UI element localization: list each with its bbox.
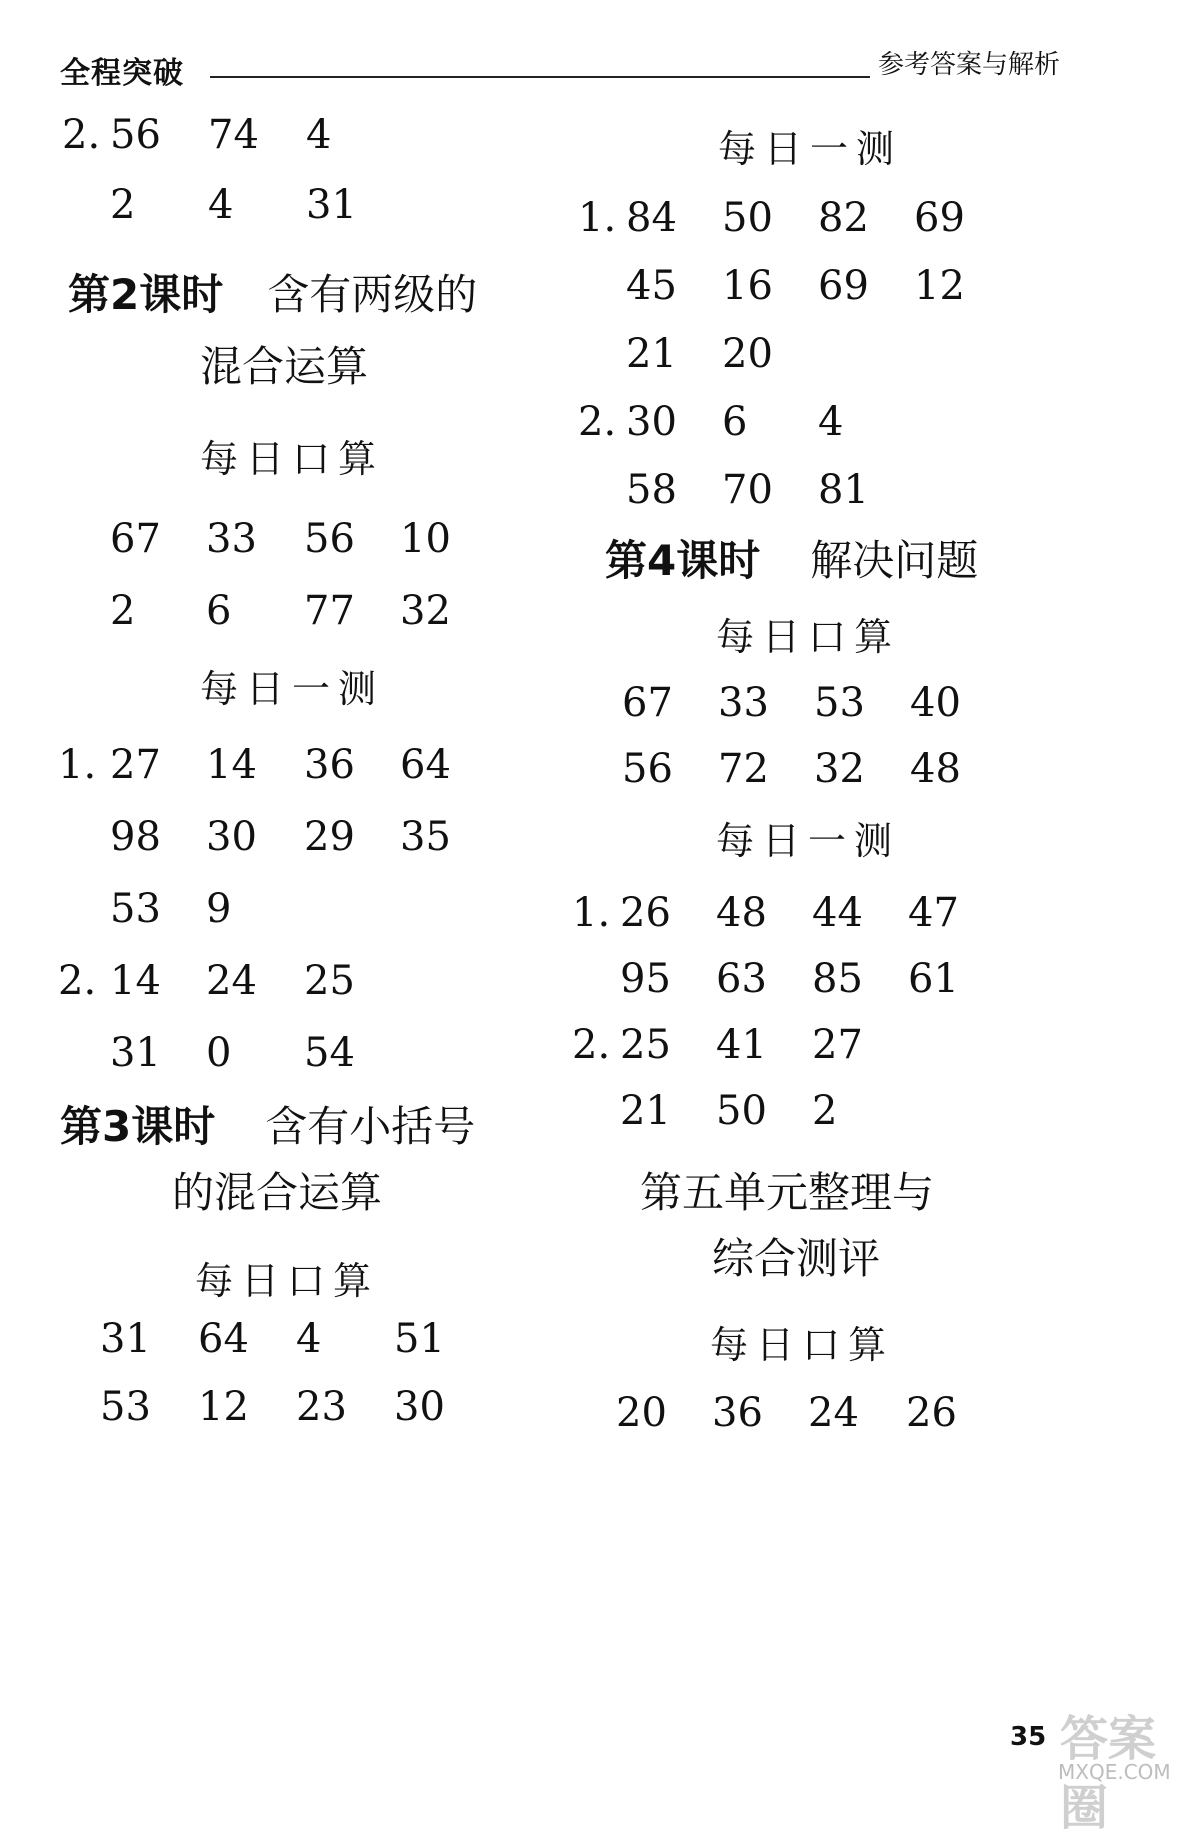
answer-value: 64 bbox=[198, 1316, 249, 1362]
answer-value: 9 bbox=[206, 886, 232, 932]
answer-value: 2 bbox=[110, 588, 136, 634]
answer-value: 20 bbox=[616, 1390, 667, 1436]
section-label: 每日口算 bbox=[710, 1323, 895, 1367]
question-number: 1. bbox=[572, 890, 611, 936]
lesson-name: 含有小括号 bbox=[265, 1102, 476, 1151]
answer-value: 2 bbox=[110, 182, 136, 228]
answer-value: 21 bbox=[626, 331, 677, 377]
answer-row bbox=[0, 746, 1181, 816]
answer-value: 51 bbox=[394, 1316, 445, 1362]
answer-value: 12 bbox=[198, 1384, 249, 1430]
lesson-name: 含有两级的 bbox=[267, 270, 478, 319]
lesson-name: 解决问题 bbox=[810, 536, 979, 585]
lesson-title-line: 混合运算 bbox=[200, 342, 369, 391]
answer-value: 27 bbox=[110, 742, 161, 788]
answer-value: 12 bbox=[914, 263, 965, 309]
answer-value: 72 bbox=[718, 746, 769, 792]
lesson-number: 第3课时 bbox=[60, 1102, 216, 1151]
question-number: 2. bbox=[62, 112, 101, 158]
lesson-title-line: 第五单元整理与 bbox=[640, 1168, 935, 1217]
page-number: 35 bbox=[1010, 1722, 1047, 1752]
answer-value: 56 bbox=[110, 112, 161, 158]
answer-value: 53 bbox=[110, 886, 161, 932]
answer-value: 74 bbox=[208, 112, 259, 158]
answer-value: 30 bbox=[206, 814, 257, 860]
answer-value: 24 bbox=[206, 958, 257, 1004]
answer-value: 36 bbox=[304, 742, 355, 788]
lesson-number: 第2课时 bbox=[68, 270, 224, 319]
book-logo: 全程突破 bbox=[60, 56, 184, 91]
answer-value: 30 bbox=[394, 1384, 445, 1430]
answer-value: 56 bbox=[304, 516, 355, 562]
answer-value: 41 bbox=[716, 1022, 767, 1068]
answer-value: 33 bbox=[718, 680, 769, 726]
answer-value: 70 bbox=[722, 467, 773, 513]
question-number: 2. bbox=[578, 399, 617, 445]
answer-value: 26 bbox=[620, 890, 671, 936]
answer-value: 0 bbox=[206, 1030, 232, 1076]
answer-value: 95 bbox=[620, 956, 671, 1002]
answer-value: 2 bbox=[812, 1088, 838, 1134]
answer-value: 35 bbox=[400, 814, 451, 860]
answer-value: 33 bbox=[206, 516, 257, 562]
answer-value: 61 bbox=[908, 956, 959, 1002]
answer-value: 50 bbox=[722, 195, 773, 241]
answer-value: 4 bbox=[306, 112, 332, 158]
section-label: 每日一测 bbox=[718, 127, 903, 171]
answer-value: 14 bbox=[110, 958, 161, 1004]
answer-value: 32 bbox=[814, 746, 865, 792]
answer-value: 20 bbox=[722, 331, 773, 377]
answer-row bbox=[0, 890, 1181, 960]
answer-row bbox=[0, 263, 1181, 333]
answer-value: 50 bbox=[716, 1088, 767, 1134]
answer-value: 14 bbox=[206, 742, 257, 788]
answer-value: 67 bbox=[110, 516, 161, 562]
answer-value: 63 bbox=[716, 956, 767, 1002]
answer-value: 69 bbox=[914, 195, 965, 241]
answer-value: 36 bbox=[712, 1390, 763, 1436]
lesson-title-line: 综合测评 bbox=[712, 1234, 881, 1283]
answer-row bbox=[0, 467, 1181, 537]
watermark-url: MXQE.COM bbox=[1058, 1760, 1171, 1784]
answer-value: 4 bbox=[818, 399, 844, 445]
question-number: 2. bbox=[58, 958, 97, 1004]
answer-row bbox=[0, 195, 1181, 265]
answer-value: 6 bbox=[722, 399, 748, 445]
question-number: 2. bbox=[572, 1022, 611, 1068]
answer-value: 4 bbox=[296, 1316, 322, 1362]
section-label: 每日一测 bbox=[200, 667, 385, 711]
section-label: 每日口算 bbox=[195, 1259, 380, 1303]
answer-value: 23 bbox=[296, 1384, 347, 1430]
answer-row bbox=[0, 399, 1181, 469]
answer-value: 84 bbox=[626, 195, 677, 241]
watermark-logo: 答案圈 bbox=[1060, 1711, 1157, 1836]
answer-value: 81 bbox=[818, 467, 869, 513]
answer-value: 31 bbox=[100, 1316, 151, 1362]
answer-row bbox=[0, 814, 1181, 884]
answer-value: 29 bbox=[304, 814, 355, 860]
lesson-number: 第4课时 bbox=[605, 536, 761, 585]
answer-value: 48 bbox=[716, 890, 767, 936]
answer-row bbox=[0, 1316, 1181, 1386]
section-label: 每日口算 bbox=[716, 615, 901, 659]
answer-row bbox=[0, 331, 1181, 401]
answer-value: 98 bbox=[110, 814, 161, 860]
answer-row bbox=[0, 588, 1181, 658]
answer-value: 47 bbox=[908, 890, 959, 936]
answer-value: 40 bbox=[910, 680, 961, 726]
answer-value: 27 bbox=[812, 1022, 863, 1068]
answer-value: 30 bbox=[626, 399, 677, 445]
answer-value: 69 bbox=[818, 263, 869, 309]
lesson-title-line: 的混合运算 bbox=[172, 1168, 383, 1217]
answer-value: 31 bbox=[110, 1030, 161, 1076]
answer-value: 21 bbox=[620, 1088, 671, 1134]
answer-row bbox=[0, 1088, 1181, 1158]
answer-value: 82 bbox=[818, 195, 869, 241]
answer-row bbox=[0, 112, 1181, 182]
answer-value: 24 bbox=[808, 1390, 859, 1436]
answer-value: 10 bbox=[400, 516, 451, 562]
answer-value: 56 bbox=[622, 746, 673, 792]
answer-value: 53 bbox=[814, 680, 865, 726]
answer-value: 45 bbox=[626, 263, 677, 309]
answer-row bbox=[0, 680, 1181, 750]
answer-value: 44 bbox=[812, 890, 863, 936]
answer-value: 58 bbox=[626, 467, 677, 513]
answer-value: 54 bbox=[304, 1030, 355, 1076]
answer-row bbox=[0, 1390, 1181, 1460]
answer-value: 67 bbox=[622, 680, 673, 726]
answer-value: 53 bbox=[100, 1384, 151, 1430]
page-header bbox=[60, 40, 1060, 90]
lesson-title bbox=[605, 528, 978, 588]
answer-value: 6 bbox=[206, 588, 232, 634]
answer-value: 64 bbox=[400, 742, 451, 788]
answer-value: 31 bbox=[306, 182, 357, 228]
question-number: 1. bbox=[58, 742, 97, 788]
answer-value: 26 bbox=[906, 1390, 957, 1436]
answer-value: 16 bbox=[722, 263, 773, 309]
answer-value: 32 bbox=[400, 588, 451, 634]
header-section-title: 参考答案与解析 bbox=[870, 44, 1060, 81]
answer-value: 25 bbox=[304, 958, 355, 1004]
section-label: 每日口算 bbox=[200, 437, 385, 481]
answer-value: 25 bbox=[620, 1022, 671, 1068]
answer-value: 4 bbox=[208, 182, 234, 228]
section-label: 每日一测 bbox=[716, 819, 901, 863]
question-number: 1. bbox=[578, 195, 617, 241]
answer-value: 77 bbox=[304, 588, 355, 634]
answer-value: 85 bbox=[812, 956, 863, 1002]
answer-value: 48 bbox=[910, 746, 961, 792]
answer-row bbox=[0, 1022, 1181, 1092]
answer-row bbox=[0, 956, 1181, 1026]
